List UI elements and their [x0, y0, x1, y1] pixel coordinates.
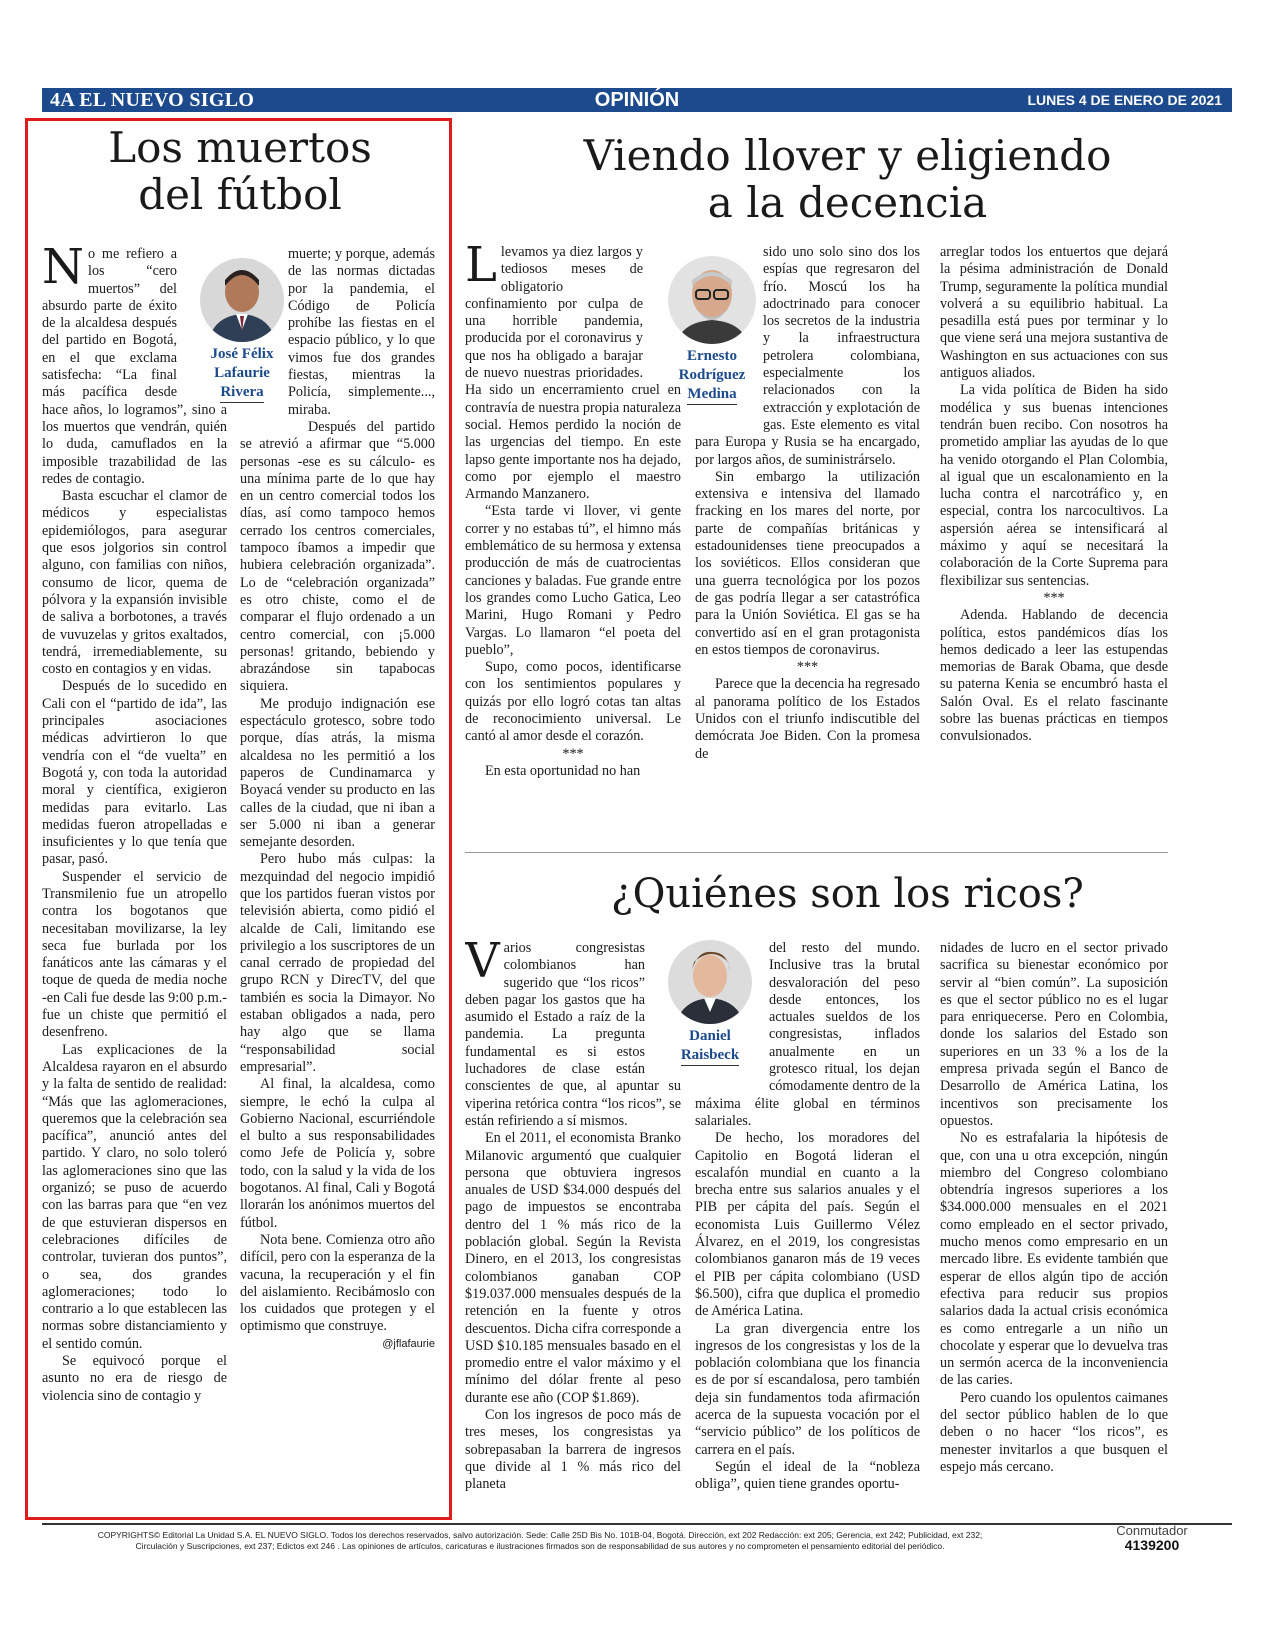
paragraph: del resto del mundo. Inclusive tras la brutal desvaloración del peso desde entonces, los actuales sueldos de los congresistas, inflados anualmente en un grotesco ritual, los dejan cómodamente dentro de la máxima élite global en términos salariales. [695, 940, 920, 1129]
section-divider [465, 852, 1168, 853]
drop-cap: V [465, 940, 500, 989]
paragraph: Las explicaciones de la Alcaldesa rayaron en el absurdo y la falta de sentido de realidad: “Más que las aglomeraciones, queremos que la celebración sea pacífica”, anunció antes del partido. Y claro, no solo toleró las aglomeraciones sino que las organizó; se puso de acuerdo con las barras para que “en vez de que estuvieran dispersos en celebraciones difíciles de controlar, tuvieran dos puntos”, o sea, dos grandes aglomeraciones; todo lo contrario a lo que establecen las normas sobre distanciamiento y el sentido común. [42, 1041, 227, 1352]
paragraph: Pero cuando los opulentos caimanes del sector público hablen de lo que deben o no hacer “los ricos”, es menester invitarlos a que busquen el espejo más cercano. [940, 1389, 1168, 1475]
paragraph: Pero hubo más culpas: la mezquindad del negocio impidió que los partidos fueran vistos por televisión abierta, como pidió el alcalde de Cali, limitando ese privilegio a los suscriptores de un canal cerrado de propiedad del grupo RCN y DirecTV, del que también es socia la Dimayor. No estaban obligados a nada, pero hay algo que se llama “responsabilidad social empresarial”. [240, 851, 435, 1075]
paragraph: nidades de lucro en el sector privado sacrifica su bienestar económico por servir al “bien común”. La suposición es que el sector público no es el lugar para enriquecerse. Pero en Colombia, donde los salarios del Estado son superiores en un 33 % a los de la empresa privada según el Banco de Desarrollo de América Latina, los incentivos son precisamente los opuestos. [940, 940, 1168, 1129]
paragraph: Basta escuchar el clamor de médicos y especialistas epidemiólogos, para asegurar que esos jolgorios sin control alguno, con familias con niños, consumo de licor, quema de pólvora y la expansión invisible de saliva a borbotones, a través de vuvuzelas y gritos exaltados, tendrá, irremediablemente, su costo en contagios y en vidas. [42, 488, 227, 678]
paragraph: En el 2011, el economista Branko Milanovic argumentó que cualquier persona que obtuviera ingresos anuales de USD $34.000 después del pago de impuestos se encontraba dentro del 1 % más rico de la población global. Según la Revista Dinero, en el 2013, los congresistas colombianos ganaban COP $19.037.000 mensuales después de la retención en la fuente y otros descuentos. Dicha cifra corresponde a USD $10.185 mensuales basado en el promedio entre el valor máximo y el mínimo del dólar frente al peso durante ese año (COP $1.869). [465, 1130, 681, 1406]
paragraph: sido uno solo sino dos los espías que regresaron del frío. Moscú los ha adoctrinado para conocer los secretos de la industria y la infraestructura petrolera colombiana, especialmente los relacionados con la extracción y explotación de gas. Este elemento es vital para Europa y Rusia se ha encargado, por largos años, de suministrárselo. [695, 244, 920, 468]
paragraph: Según el ideal de la “nobleza obliga”, quien tiene grandes oportu- [695, 1458, 920, 1493]
footer-line-2: Circulación y Suscripciones, ext 237; Edictos ext 246 . Las opiniones de artículos, caricaturas e ilustraciones firmados son de responsabilidad de sus autores y no comprometen el pensamiento editorial del periódico. [135, 1541, 945, 1551]
paragraph: Nota bene. Comienza otro año difícil, pero con la esperanza de la vacuna, la recuperación y el fin del aislamiento. Recibámoslo con los cuidados que protegen y el optimismo que construye. [240, 1231, 435, 1335]
article-2-column-3 [940, 244, 1168, 824]
issue-date: LUNES 4 DE ENERO DE 2021 [1027, 92, 1222, 108]
paragraph: La vida política de Biden ha sido modélica y sus buenas intenciones tendrán buen recibo. Con nosotros ha prometido ampliar las ayudas de lo que ha venido otorgando el Plan Colombia, al igual que un escalonamiento en la lucha contra el narcotráfico y, en especial, contra los narcocultivos. La aspersión aérea se intensificará al máximo y aquí se necesitará la colaboración de la Corte Suprema para flexibilizar sus sentencias. [940, 382, 1168, 589]
article-3-column-3 [940, 940, 1168, 1505]
article-2-title-line2: a la decencia [707, 178, 988, 228]
article-2-title [470, 132, 1225, 226]
author-name-line2: Raisbeck [681, 1046, 739, 1066]
article-3-column-1 [465, 940, 681, 1505]
paragraph: o me refiero a los “cero muertos” del absurdo parte de éxito de la alcaldesa después del partido en Bogotá, en el que exclama satisfecha: “La final más pacífica desde hace años, lo logramos”, sino a los muertos que vendrán, quién lo duda, camuflados en la imposible trazabilidad de las redes de contagio. [42, 246, 227, 487]
paragraph: Después del partido se atrevió a afirmar que “5.000 personas -ese es su cálculo- es una mínima parte de lo que hay en un centro comercial todos los días, así como tampoco hemos cerrado los centros comerciales, tampoco íbamos a impedir que hubiera celebración organizada”. Lo de “celebración organizada” es otro chiste, como el de comparar el flujo ordenado a un centro comercial, con ¡5.000 personas! gritando, bebiendo y abrazándose sin tapabocas siquiera. [240, 418, 435, 695]
author-name-line1: Ernesto [687, 348, 737, 364]
paragraph: La gran divergencia entre los ingresos de los congresistas y los de la población colombiana que los financia es de por sí escandalosa, pero también deja sin fundamentos toda afirmación acerca de la supuesta vocación por el “servicio público” de los políticos de carrera en el país. [695, 1320, 920, 1458]
paragraph: Suspender el servicio de Transmilenio fue un atropello contra los bogotanos que necesitaban movilizarse, la ley seca fue burlada por los fanáticos ante las cámaras y el toque de queda de media noche -en Cali fue desde las 9:00 p.m.- fue un chiste que permitió el desenfreno. [42, 868, 227, 1041]
paragraph: arios congresistas colombianos han sugerido que “los ricos” deben pagar los gastos que ha asumido el Estado a raíz de la pandemia. La pregunta fundamental es si estos luchadores de clase están conscientes de que, al apuntar su viperina retórica contra “los ricos”, se están refiriendo a sí mismos. [465, 940, 681, 1129]
article-3-title: ¿Quiénes son los ricos? [611, 871, 1084, 917]
paragraph: muerte; y porque, además de las normas dictadas por la pandemia, el Código de Policía prohíbe las fiestas en el espacio público, y lo que vimos fue dos grandes fiestas, mientras la Policía, simplemente..., miraba. [288, 246, 435, 418]
paragraph: Sin embargo la utilización extensiva e intensiva del llamado fracking en los mares del norte, por parte de compañías británicas y estadounidenses tiene preocupados a los soviéticos. Ellos consideran que una guerra tecnológica por los pozos de gas podría llegar a ser catastrófica para la Unión Soviética. El gas se ha convertido así en el gran protagonista en estos tiempos de coronavirus. [695, 468, 920, 658]
paragraph: No es estrafalaria la hipótesis de que, con una u otra excepción, ningún miembro del Congreso colombiano obtendría ingresos superiores a los $34.000.000 mensuales en el 2021 como empleado en el sector privado, mucho menos como empresario en un mercado libre. Es evidente también que esperar de ellos algún tipo de acción efectiva para reducir sus propios salarios dada la actual crisis económica es como entregarle a un niño un chocolate y esperar que lo devuelva tras un sermón acerca de la inconveniencia de las caries. [940, 1130, 1168, 1389]
author-name-line2: Lafaurie [214, 365, 270, 381]
page-label: 4A EL NUEVO SIGLO [50, 89, 255, 111]
article-1-title-line1: Los muertos [108, 123, 372, 172]
conmutador-number: 4139200 [1124, 1537, 1180, 1553]
paragraph: “Esta tarde vi llover, vi gente correr y no estabas tú”, el himno más emblemático de su hermosa y extensa producción de más de cuatrocientas canciones y baladas. Fue grande entre los grandes como Lucho Gatica, Leo Marini, Hugo Romani y Pedro Vargas. Lo llamaron “el poeta del pueblo”, [465, 503, 681, 658]
separator: *** [796, 659, 819, 676]
header-bar [42, 88, 1232, 112]
article-1-title-line2: del fútbol [138, 170, 342, 220]
paragraph: Con los ingresos de poco más de tres meses, los congresistas ya sobrepasaban la barrera de ingresos que divide al 1 % más rico del planeta [465, 1407, 681, 1493]
paragraph: Después de lo sucedido en Cali con el “partido de ida”, las principales asociaciones médicas advirtieron lo que vendría con el “de vuelta” en Bogotá y, con toda la autoridad moral y científica, exigieron medidas para evitarlo. Las medidas fueron atropelladas e insuficientes y lo que tenía que pasar, pasó. [42, 678, 227, 868]
article-1-title [40, 124, 440, 218]
article-2-column-1 [465, 244, 681, 824]
drop-cap: L [465, 244, 497, 293]
drop-cap: N [42, 246, 84, 295]
paragraph: arreglar todos los entuertos que dejará la pésima administración de Donald Trump, seguramente la política mundial volverá a su equilibrio habitual. La pesadilla está pues por terminar y lo que viene será una mejora sustantiva de Washington en sus actuaciones con sus antiguos aliados. [940, 244, 1168, 382]
author-name-line1: Daniel [689, 1028, 731, 1044]
paragraph: De hecho, los moradores del Capitolio en Bogotá lideran el escalafón mundial en cuanto a la brecha entre sus salarios anuales y el PIB per cápita del país. Según el economista Luis Guillermo Vélez Álvarez, en el 2019, los congresistas colombianos ganaron más de 19 veces el PIB per cápita colombiano (USD $6.500), cifra que duplica el promedio de América Latina. [695, 1130, 920, 1320]
article-1-column-2 [240, 246, 435, 1441]
section-title: OPINIÓN [594, 89, 680, 111]
article-2-title-line1: Viendo llover y eligiendo [583, 131, 1112, 180]
footer-line-1: COPYRIGHTS© Editorial La Unidad S.A. EL NUEVO SIGLO. Todos los derechos reservados, salvo autorización. Sede: Calle 25D Bis No. 101B-04, Bogotá. Dirección, ext 202 Redacción: ext 205; Gerencia, ext 242; Publicidad, ext 232; [97, 1530, 983, 1540]
paragraph: Se equivocó porque el asunto no era de riesgo de violencia sino de contagio y [42, 1353, 227, 1404]
article-2-column-2 [695, 244, 920, 824]
separator: *** [1043, 589, 1065, 606]
paragraph: En esta oportunidad no han [485, 762, 641, 779]
separator: *** [562, 745, 584, 762]
footer-rule [42, 1523, 1232, 1525]
paragraph: Al final, la alcaldesa, como siempre, le echó la culpa al Gobierno Nacional, escurriéndole el bulto a sus responsabilidades como Jefe de Policía y, sobre todo, con la salud y la vida de los bogotanos. Al final, Cali y Bogotá llorarán los anónimos muertos del fútbol. [240, 1076, 435, 1231]
author-name-line2: Rodríguez [678, 367, 746, 383]
footer-copyright [40, 1530, 1040, 1552]
author-name-line1: José Félix [210, 346, 274, 362]
paragraph: Parece que la decencia ha regresado al panorama político de los Estados Unidos con el triunfo indiscutible del demócrata Joe Biden. Con la promesa de [695, 676, 920, 762]
author-handle: @jflafaurie [382, 1337, 435, 1350]
paragraph: Supo, como pocos, identificarse con los sentimientos populares y quizás por ello logró cotas tan altas de reconocimiento universal. Le cantó al amor desde el corazón. [465, 659, 681, 745]
paragraph: levamos ya diez largos y tediosos meses de obligatorio confinamiento por culpa de una horrible pandemia, producida por el coronavirus y que nos ha obligado a barajar de nuevo nuestras prioridades. Ha sido un encerramiento cruel en contravía de nuestra propia naturaleza social. Hemos perdido la noción de las urgencias del tiempo. En este lapso gente importante nos ha dejado, como por ejemplo el maestro Armando Manzanero. [465, 244, 681, 503]
paragraph: Adenda. Hablando de decencia política, estos pandémicos días los hemos dedicado a leer las estupendas memorias de Barak Obama, que desde su paterna Kenia se encumbró hasta el Salón Oval. Es el relato fascinante sobre las buenas prácticas en tiempos convulsionados. [940, 607, 1168, 745]
conmutador [1082, 1524, 1222, 1553]
paragraph: Me produjo indignación ese espectáculo grotesco, sobre todo porque, días atrás, la misma alcaldesa no les permitió a los paperos de Cundinamarca y Boyacá vender su producto en las calles de la ciudad, que ni iban a ser 5.000 ni iban a generar semejante desorden. [240, 695, 435, 851]
author-name-line3: Rivera [220, 383, 263, 403]
article-1-column-1 [42, 246, 227, 1424]
author-name-line3: Medina [687, 385, 736, 405]
conmutador-label: Conmutador [1116, 1523, 1188, 1538]
article-3-column-2 [695, 940, 920, 1505]
